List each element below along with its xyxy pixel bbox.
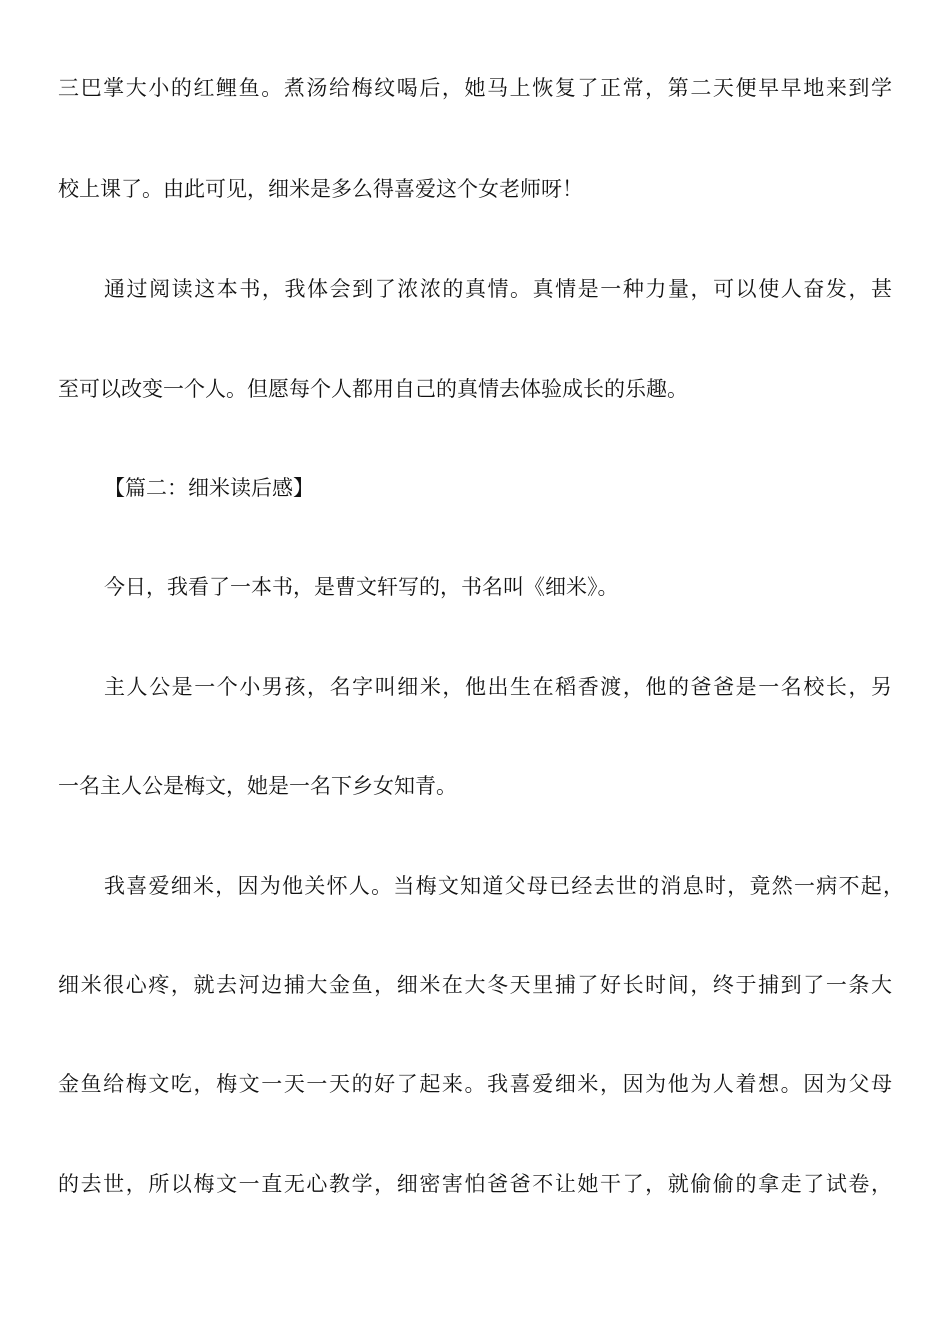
text-line-2: 校上课了。由此可见，细米是多么得喜爱这个女老师呀！ (58, 177, 583, 201)
text-line-4: 至可以改变一个人。但愿每个人都用自己的真情去体验成长的乐趣。 (58, 377, 688, 401)
text-line-6: 今日，我看了一本书，是曹文轩写的，书名叫《细米》。 (104, 575, 619, 599)
section-heading: 【篇二：细米读后感】 (104, 476, 314, 500)
text-line-7: 主人公是一个小男孩，名字叫细米，他出生在稻香渡，他的爸爸是一名校长，另 (104, 675, 892, 699)
text-line-10: 细米很心疼，就去河边捕大金鱼，细米在大冬天里捕了好长时间，终于捕到了一条大 (58, 973, 892, 997)
text-line-12: 的去世，所以梅文一直无心教学，细密害怕爸爸不让她干了，就偷偷的拿走了试卷， (58, 1172, 892, 1196)
text-line-3: 通过阅读这本书，我体会到了浓浓的真情。真情是一种力量，可以使人奋发，甚 (104, 277, 892, 301)
text-line-8: 一名主人公是梅文，她是一名下乡女知青。 (58, 774, 457, 798)
text-line-9: 我喜爱细米，因为他关怀人。当梅文知道父母已经去世的消息时，竟然一病不起， (104, 874, 904, 898)
text-line-1: 三巴掌大小的红鲤鱼。煮汤给梅纹喝后，她马上恢复了正常，第二天便早早地来到学 (58, 76, 892, 100)
text-line-11: 金鱼给梅文吃，梅文一天一天的好了起来。我喜爱细米，因为他为人着想。因为父母 (58, 1072, 892, 1096)
